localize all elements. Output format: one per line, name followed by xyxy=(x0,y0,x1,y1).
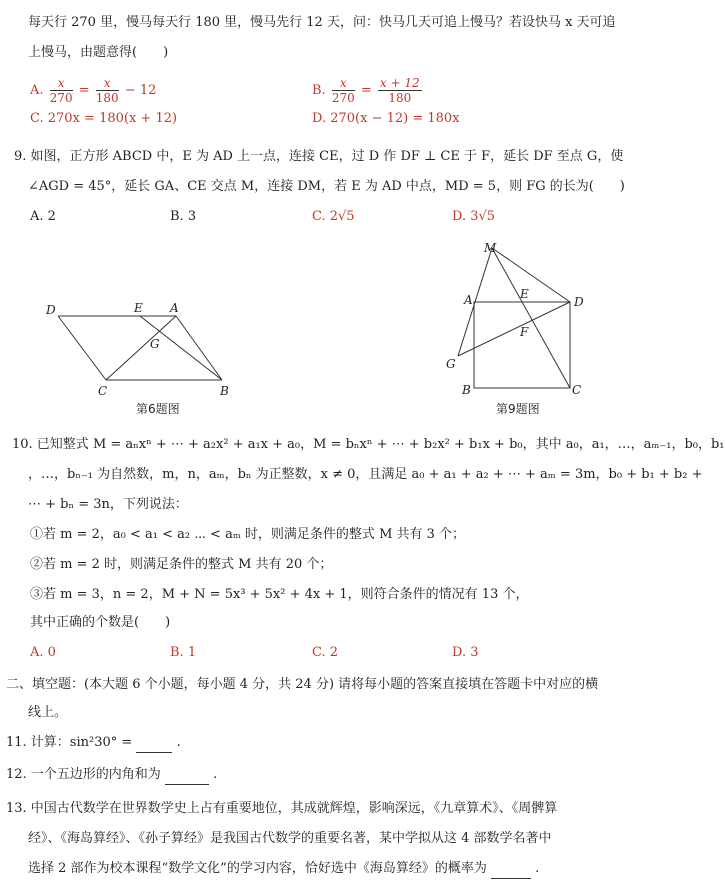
fig9-label-e: E xyxy=(520,287,529,301)
q9-option-b: B. 3 xyxy=(170,209,197,224)
fig9-label-m: M xyxy=(484,241,497,255)
q8-option-c-label: C. xyxy=(30,111,44,126)
q11-text: 11. 计算：sin²30° = xyxy=(6,735,133,750)
q11-end: . xyxy=(176,735,181,750)
fig6-label-a: A xyxy=(170,301,179,315)
q10-statement-3: ③若 m = 3，n = 2，M + N = 5x³ + 5x² + 4x + 1，则符合条件的情况有 13 个， xyxy=(30,587,529,602)
q8-a-frac1 xyxy=(50,76,73,105)
q8-option-c-text: 270x = 180(x + 12) xyxy=(47,111,178,126)
q10-line2: ，…，bₙ₋₁ 为自然数，m，n，aₘ，bₙ 为正整数，x ≠ 0，且满足 a₀ + a₁ + a₂ + ⋯ + aₘ = 3m，b₀ + b₁ + b₂ + xyxy=(28,467,703,482)
q8-line2: 上慢马，由题意得( ) xyxy=(28,45,169,60)
q13-end: . xyxy=(535,861,540,876)
q8-option-a-label: A. xyxy=(30,83,44,98)
q12-text: 12. 一个五边形的内角和为 xyxy=(6,767,161,782)
q13-line2: 经》、《海岛算经》、《孙子算经》是我国古代数学的重要名著，某中学拟从这 4 部数学名著中 xyxy=(28,831,552,846)
q8-option-d xyxy=(312,110,460,128)
fig9-line-gd xyxy=(458,302,570,356)
q8-a-frac2 xyxy=(96,76,119,105)
q8-a-rest: − 12 xyxy=(124,83,157,98)
fig6-label-c: C xyxy=(98,384,108,398)
q8-line1: 每天行 270 里，慢马每天行 180 里，慢马先行 12 天，问：快马几天可追上慢马？若设快马 x 天可追 xyxy=(28,15,616,30)
q8-option-a xyxy=(30,76,156,105)
fig9-label-c: C xyxy=(572,383,582,397)
q10-option-b: B. 1 xyxy=(170,645,197,660)
q13-line1: 13. 中国古代数学在世界数学史上占有重要地位，其成就辉煌，影响深远，《九章算术》、《周髀算 xyxy=(6,801,558,816)
fig6-label-b: B xyxy=(220,384,229,398)
q9-option-c: C. 2√5 xyxy=(312,209,355,224)
q8-b-eq: = xyxy=(360,83,372,98)
q8-a-frac2-num: x xyxy=(96,76,119,91)
q8-b-frac2-num: x + 12 xyxy=(379,76,420,90)
q8-b-frac2-den: 180 xyxy=(388,91,412,105)
fig9-label-g: G xyxy=(446,357,456,371)
fig6-label-e: E xyxy=(134,301,143,315)
q9-option-d: D. 3√5 xyxy=(452,209,496,224)
fig9-square xyxy=(474,302,570,388)
q8-option-c xyxy=(30,110,177,128)
section2-line1: 二、填空题：(本大题 6 个小题，每小题 4 分，共 24 分) 请将每小题的答案直接填在答题卡中对应的横 xyxy=(6,677,599,692)
q8-a-eq: = xyxy=(78,83,90,98)
fig6-line-ab xyxy=(176,316,222,380)
q10-line3: ⋯ + bₙ = 3n，下列说法： xyxy=(28,497,188,512)
q13-line3 xyxy=(28,860,539,879)
fig9-line-md xyxy=(492,248,570,302)
q8-b-frac1 xyxy=(332,76,355,105)
q8-option-b xyxy=(312,76,424,105)
q10-option-d: D. 3 xyxy=(452,645,479,660)
section2-line2: 线上。 xyxy=(28,705,68,720)
figure-6-caption: 第6题图 xyxy=(136,402,180,416)
fig9-line-mc xyxy=(492,248,570,388)
fig9-label-f: F xyxy=(520,325,529,339)
q8-option-d-label: D. xyxy=(312,111,327,126)
q8-a-frac2-den: 180 xyxy=(95,91,119,105)
q10-line1: 10. 已知整式 M = aₙxⁿ + ⋯ + a₂x² + a₁x + a₀，M = bₙxⁿ + ⋯ + b₂x² + b₁x + b₀，其中 a₀，a₁，…，aₘ₋₁，b₀，b₁ xyxy=(12,437,725,452)
q9-line2: ∠AGD = 45°，延长 GA、CE 交点 M，连接 DM，若 E 为 AD 中点，MD = 5，则 FG 的长为( ) xyxy=(28,179,625,194)
q10-statement-1: ①若 m = 2，a₀ < a₁ < a₂ ⋯ < aₘ 时，则满足条件的整式 M 共有 3 个； xyxy=(30,527,466,542)
figure-9-caption: 第9题图 xyxy=(496,402,540,416)
fig9-label-a: A xyxy=(464,293,473,307)
q11 xyxy=(6,734,181,753)
fig6-label-d: D xyxy=(46,303,56,317)
q10-option-c: C. 2 xyxy=(312,645,339,660)
q11-answer-blank[interactable] xyxy=(136,734,172,753)
q12-end: . xyxy=(213,767,218,782)
q13-answer-blank[interactable] xyxy=(491,860,531,879)
fig6-line-dc xyxy=(58,316,106,380)
q12-answer-blank[interactable] xyxy=(165,766,209,785)
q9-line1: 9. 如图，正方形 ABCD 中，E 为 AD 上一点，连接 CE，过 D 作 DF ⊥ CE 于 F，延长 DF 至点 G，使 xyxy=(14,149,624,164)
q10-statement-2: ②若 m = 2 时，则满足条件的整式 M 共有 20 个； xyxy=(30,557,333,572)
fig6-line-ac xyxy=(106,316,176,380)
q8-b-frac2 xyxy=(378,76,422,105)
q10-statement-4: 其中正确的个数是( ) xyxy=(30,615,171,630)
q13-line3-text: 选择 2 部作为校本课程“数学文化”的学习内容，恰好选中《海岛算经》的概率为 xyxy=(28,861,487,876)
q8-b-frac1-num: x xyxy=(332,76,355,91)
q12 xyxy=(6,766,217,785)
figure-9 xyxy=(440,238,590,408)
fig9-label-b: B xyxy=(462,383,471,397)
q9-option-a: A. 2 xyxy=(30,209,56,224)
fig6-label-g: G xyxy=(150,337,160,351)
q8-b-frac1-den: 270 xyxy=(331,91,355,105)
q8-option-d-text: 270(x − 12) = 180x xyxy=(330,111,460,126)
q8-a-frac1-num: x xyxy=(50,76,73,91)
q8-option-b-label: B. xyxy=(312,83,326,98)
fig9-label-d: D xyxy=(574,295,584,309)
q8-a-frac1-den: 270 xyxy=(49,91,73,105)
q10-option-a: A. 0 xyxy=(30,645,56,660)
